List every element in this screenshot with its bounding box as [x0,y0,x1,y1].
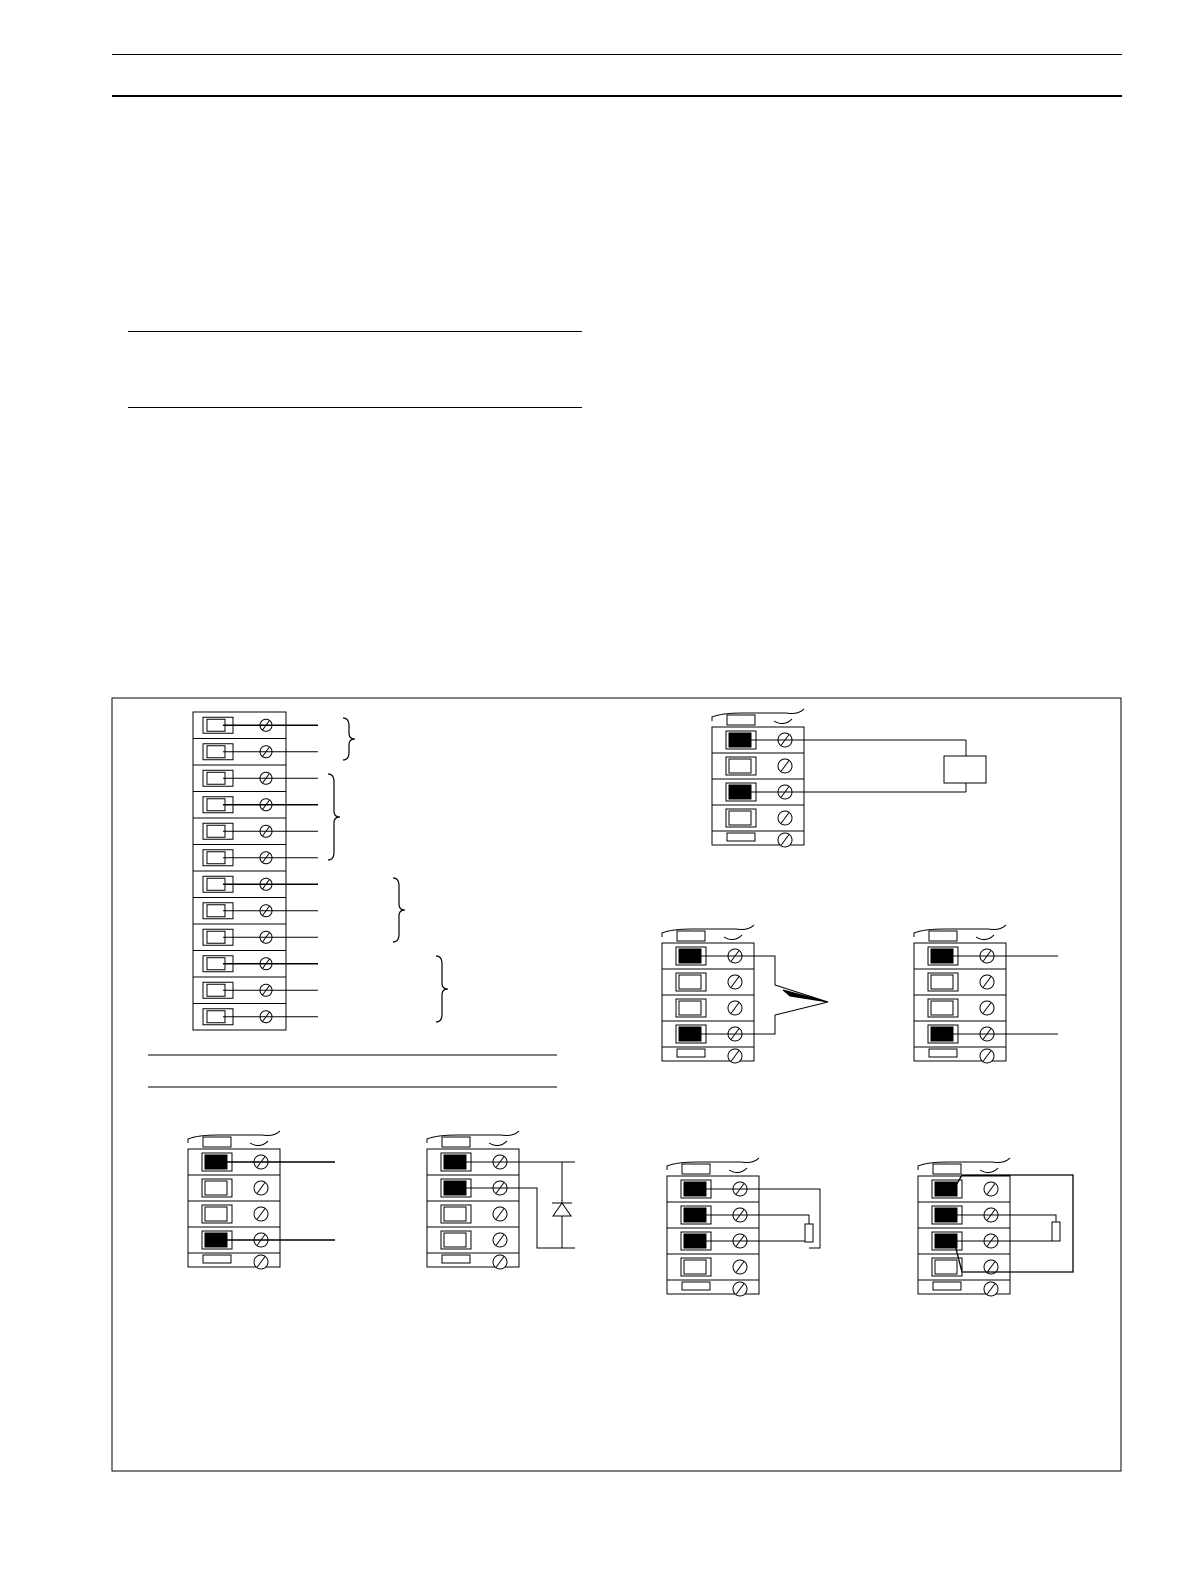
clamp-wired [935,1208,957,1222]
clamp-partial [682,1282,710,1290]
load-box [944,756,986,783]
clamp-open [207,878,225,890]
clamp-open [729,759,751,773]
clamp-open [207,719,225,731]
diode-icon [553,1203,571,1216]
torn-edge [427,1131,519,1143]
clamp-open [931,975,953,989]
rtd-wire [954,1240,1056,1241]
clamp-wired [679,949,701,963]
clamp-wired [931,949,953,963]
panel-thermocouple [662,925,754,1063]
clamp-open [207,1011,225,1023]
clamp-partial [933,1282,961,1290]
clamp-open [207,799,225,811]
panel-diode-input [427,1131,519,1269]
clamp-open [207,905,225,917]
clamp-open [207,958,225,970]
rtd-wire [703,1215,809,1225]
torn-edge [914,925,1006,937]
clamp-open [444,1207,466,1221]
rtd-wire [954,1215,1056,1223]
clamp-partial [929,1049,957,1057]
clamp-partial [933,1164,961,1174]
clamp-partial [203,1255,231,1263]
clamp-partial [677,931,705,941]
clamp-partial [682,1164,710,1174]
clamp-partial [727,833,755,841]
clamp-wired [684,1208,706,1222]
clamp-wired [729,785,751,799]
panel-two-wire-input-left [188,1131,280,1269]
screw-partial [250,1141,268,1146]
screw-partial [724,935,742,940]
clamp-wired [935,1234,957,1248]
resistor-icon [805,1224,813,1242]
clamp-wired [205,1155,227,1169]
clamp-open [207,746,225,758]
torn-edge [662,925,754,937]
clamp-open [444,1233,466,1247]
screw-partial [774,719,792,724]
screw-partial [489,1141,507,1146]
panel-two-wire-input [914,925,1006,1063]
panel-rtd-three-wire [667,1158,759,1296]
clamp-wired [931,1027,953,1041]
clamp-open [207,984,225,996]
clamp-wired [679,1027,701,1041]
clamp-wired [444,1155,466,1169]
clamp-open [205,1207,227,1221]
clamp-open [207,825,225,837]
clamp-open [679,975,701,989]
clamp-wired [684,1182,706,1196]
clamp-open [935,1260,957,1274]
screw-partial [976,935,994,940]
terminal-strip [193,712,448,1030]
clamp-wired [444,1181,466,1195]
group-brace [328,774,340,860]
clamp-open [679,1001,701,1015]
thermocouple-lead-b [698,1002,828,1034]
group-brace [343,718,355,760]
group-brace [393,878,405,942]
clamp-open [931,1001,953,1015]
clamp-partial [727,715,755,725]
rtd-wire [703,1189,820,1248]
torn-edge [188,1131,280,1143]
torn-edge [667,1158,759,1170]
clamp-open [729,811,751,825]
clamp-wired [684,1234,706,1248]
clamp-open [684,1260,706,1274]
thermocouple-junction [783,990,828,1002]
clamp-open [207,852,225,864]
clamp-partial [442,1255,470,1263]
panel-two-wire-load [712,709,804,847]
clamp-open [207,772,225,784]
clamp-open [207,931,225,943]
wiring-panels [188,709,1073,1296]
clamp-wired [729,733,751,747]
clamp-partial [203,1137,231,1147]
clamp-partial [677,1049,705,1057]
screw-partial [729,1168,747,1173]
panel-rtd-three-wire-alt [918,1158,1010,1296]
clamp-wired [935,1182,957,1196]
group-brace [436,956,448,1022]
clamp-wired [205,1233,227,1247]
torn-edge [918,1158,1010,1170]
torn-edge [712,709,804,721]
clamp-partial [929,931,957,941]
screw-partial [980,1168,998,1173]
clamp-open [205,1181,227,1195]
resistor-icon [1052,1222,1060,1241]
clamp-partial [442,1137,470,1147]
